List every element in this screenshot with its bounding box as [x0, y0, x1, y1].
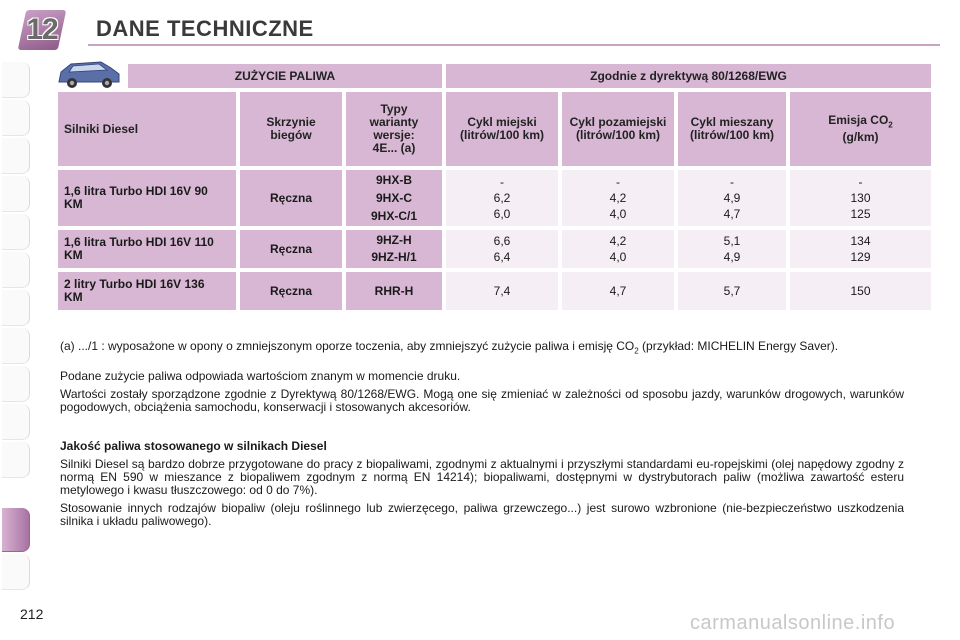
- col-header-types: Typy warianty wersje: 4E... (a): [346, 92, 442, 166]
- row-types: RHR-H: [346, 272, 442, 310]
- section-header-directive: Zgodnie z dyrektywą 80/1268/EWG: [446, 64, 931, 88]
- car-icon: [55, 58, 123, 90]
- paragraph-biofuels: Silniki Diesel są bardzo dobrze przygotowane do pracy z biopaliwami, zgodnymi z aktualnymi i przyszłymi standardami eu-ropejskimi (olej napędowy zgodny z normą EN 590 w mieszance z biopaliwem zgodnym z normą EN 14214); biopaliwami, dostępnymi w dystrybutorach paliw (możliwa zawartość esteru metylowego i kwasu tłuszczowego: od 0 do 7%).: [60, 457, 904, 497]
- header-divider: [88, 44, 940, 46]
- row-co2: - 130 125: [790, 170, 931, 226]
- row-extra-urban: 4,7: [562, 272, 674, 310]
- row-mixed: 5,7: [678, 272, 786, 310]
- row-co2: 134 129: [790, 230, 931, 268]
- col-header-urban: Cykl miejski (litrów/100 km): [446, 92, 558, 166]
- col-header-mixed: Cykl mieszany (litrów/100 km): [678, 92, 786, 166]
- row-engine-label: 1,6 litra Turbo HDI 16V 90 KM: [58, 170, 236, 226]
- chapter-tab: [2, 252, 30, 288]
- chapter-number: 12: [26, 13, 58, 46]
- row-mixed: 5,1 4,9: [678, 230, 786, 268]
- row-gearbox: Ręczna: [240, 230, 342, 268]
- chapter-tabs: [0, 62, 34, 582]
- row-engine-label: 1,6 litra Turbo HDI 16V 110 KM: [58, 230, 236, 268]
- chapter-tab: [2, 404, 30, 440]
- row-extra-urban: 4,2 4,0: [562, 230, 674, 268]
- row-gearbox: Ręczna: [240, 272, 342, 310]
- row-extra-urban: - 4,2 4,0: [562, 170, 674, 226]
- chapter-tab: [2, 366, 30, 402]
- col-header-engines: Silniki Diesel: [58, 92, 236, 166]
- chapter-tab-active: [2, 508, 30, 552]
- page-number: 212: [20, 606, 44, 622]
- row-mixed: - 4,9 4,7: [678, 170, 786, 226]
- page-header: [0, 0, 960, 50]
- chapter-tab: [2, 138, 30, 174]
- watermark: carmanualsonline.info: [690, 612, 896, 634]
- chapter-tab: [2, 328, 30, 364]
- chapter-tab: [2, 554, 30, 590]
- chapter-tab: [2, 62, 30, 98]
- chapter-tab: [2, 290, 30, 326]
- chapter-tab: [2, 214, 30, 250]
- col-header-gearbox: Skrzynie biegów: [240, 92, 342, 166]
- paragraph-print-note: Podane zużycie paliwa odpowiada wartościom znanym w momencie druku.: [60, 369, 461, 383]
- row-gearbox: Ręczna: [240, 170, 342, 226]
- chapter-tab: [2, 442, 30, 478]
- chapter-tab: [2, 176, 30, 212]
- row-co2: 150: [790, 272, 931, 310]
- chapter-tab: [2, 100, 30, 136]
- row-urban: - 6,2 6,0: [446, 170, 558, 226]
- row-urban: 6,6 6,4: [446, 230, 558, 268]
- paragraph-directive: Wartości zostały sporządzone zgodnie z Dyrektywą 80/1268/EWG. Mogą one się zmieniać w zależności od sposobu jazdy, warunków drogowych, warunków pogodowych, obciążenia samochodu, konserwacji i stosowanych akcesoriów.: [60, 387, 904, 414]
- section-heading-fuel-quality: Jakość paliwa stosowanego w silnikach Diesel: [60, 439, 327, 453]
- col-header-extra-urban: Cykl pozamiejski (litrów/100 km): [562, 92, 674, 166]
- paragraph-warning: Stosowanie innych rodzajów biopaliw (oleju roślinnego lub zwierzęcego, paliwa grzewczego...) jest surowo wzbronione (nie-bezpieczeństwo uszkodzenia silnika i układu paliwowego).: [60, 501, 904, 528]
- row-types: 9HZ-H 9HZ-H/1: [346, 230, 442, 268]
- section-header-fuel: ZUŻYCIE PALIWA: [128, 64, 442, 88]
- row-types: 9HX-B 9HX-C 9HX-C/1: [346, 170, 442, 226]
- row-urban: 7,4: [446, 272, 558, 310]
- footnote-a: (a) .../1 : wyposażone w opony o zmniejszonym oporze toczenia, aby zmniejszyć zużycie paliwa i emisję $CO_2$ (przykład: MICHELIN Energy Saver).: [60, 339, 839, 356]
- page-title: DANE TECHNICZNE: [96, 16, 314, 41]
- row-engine-label: 2 litry Turbo HDI 16V 136 KM: [58, 272, 236, 310]
- col-header-co2: Emisja $CO_2$ (g/km): [790, 92, 931, 166]
